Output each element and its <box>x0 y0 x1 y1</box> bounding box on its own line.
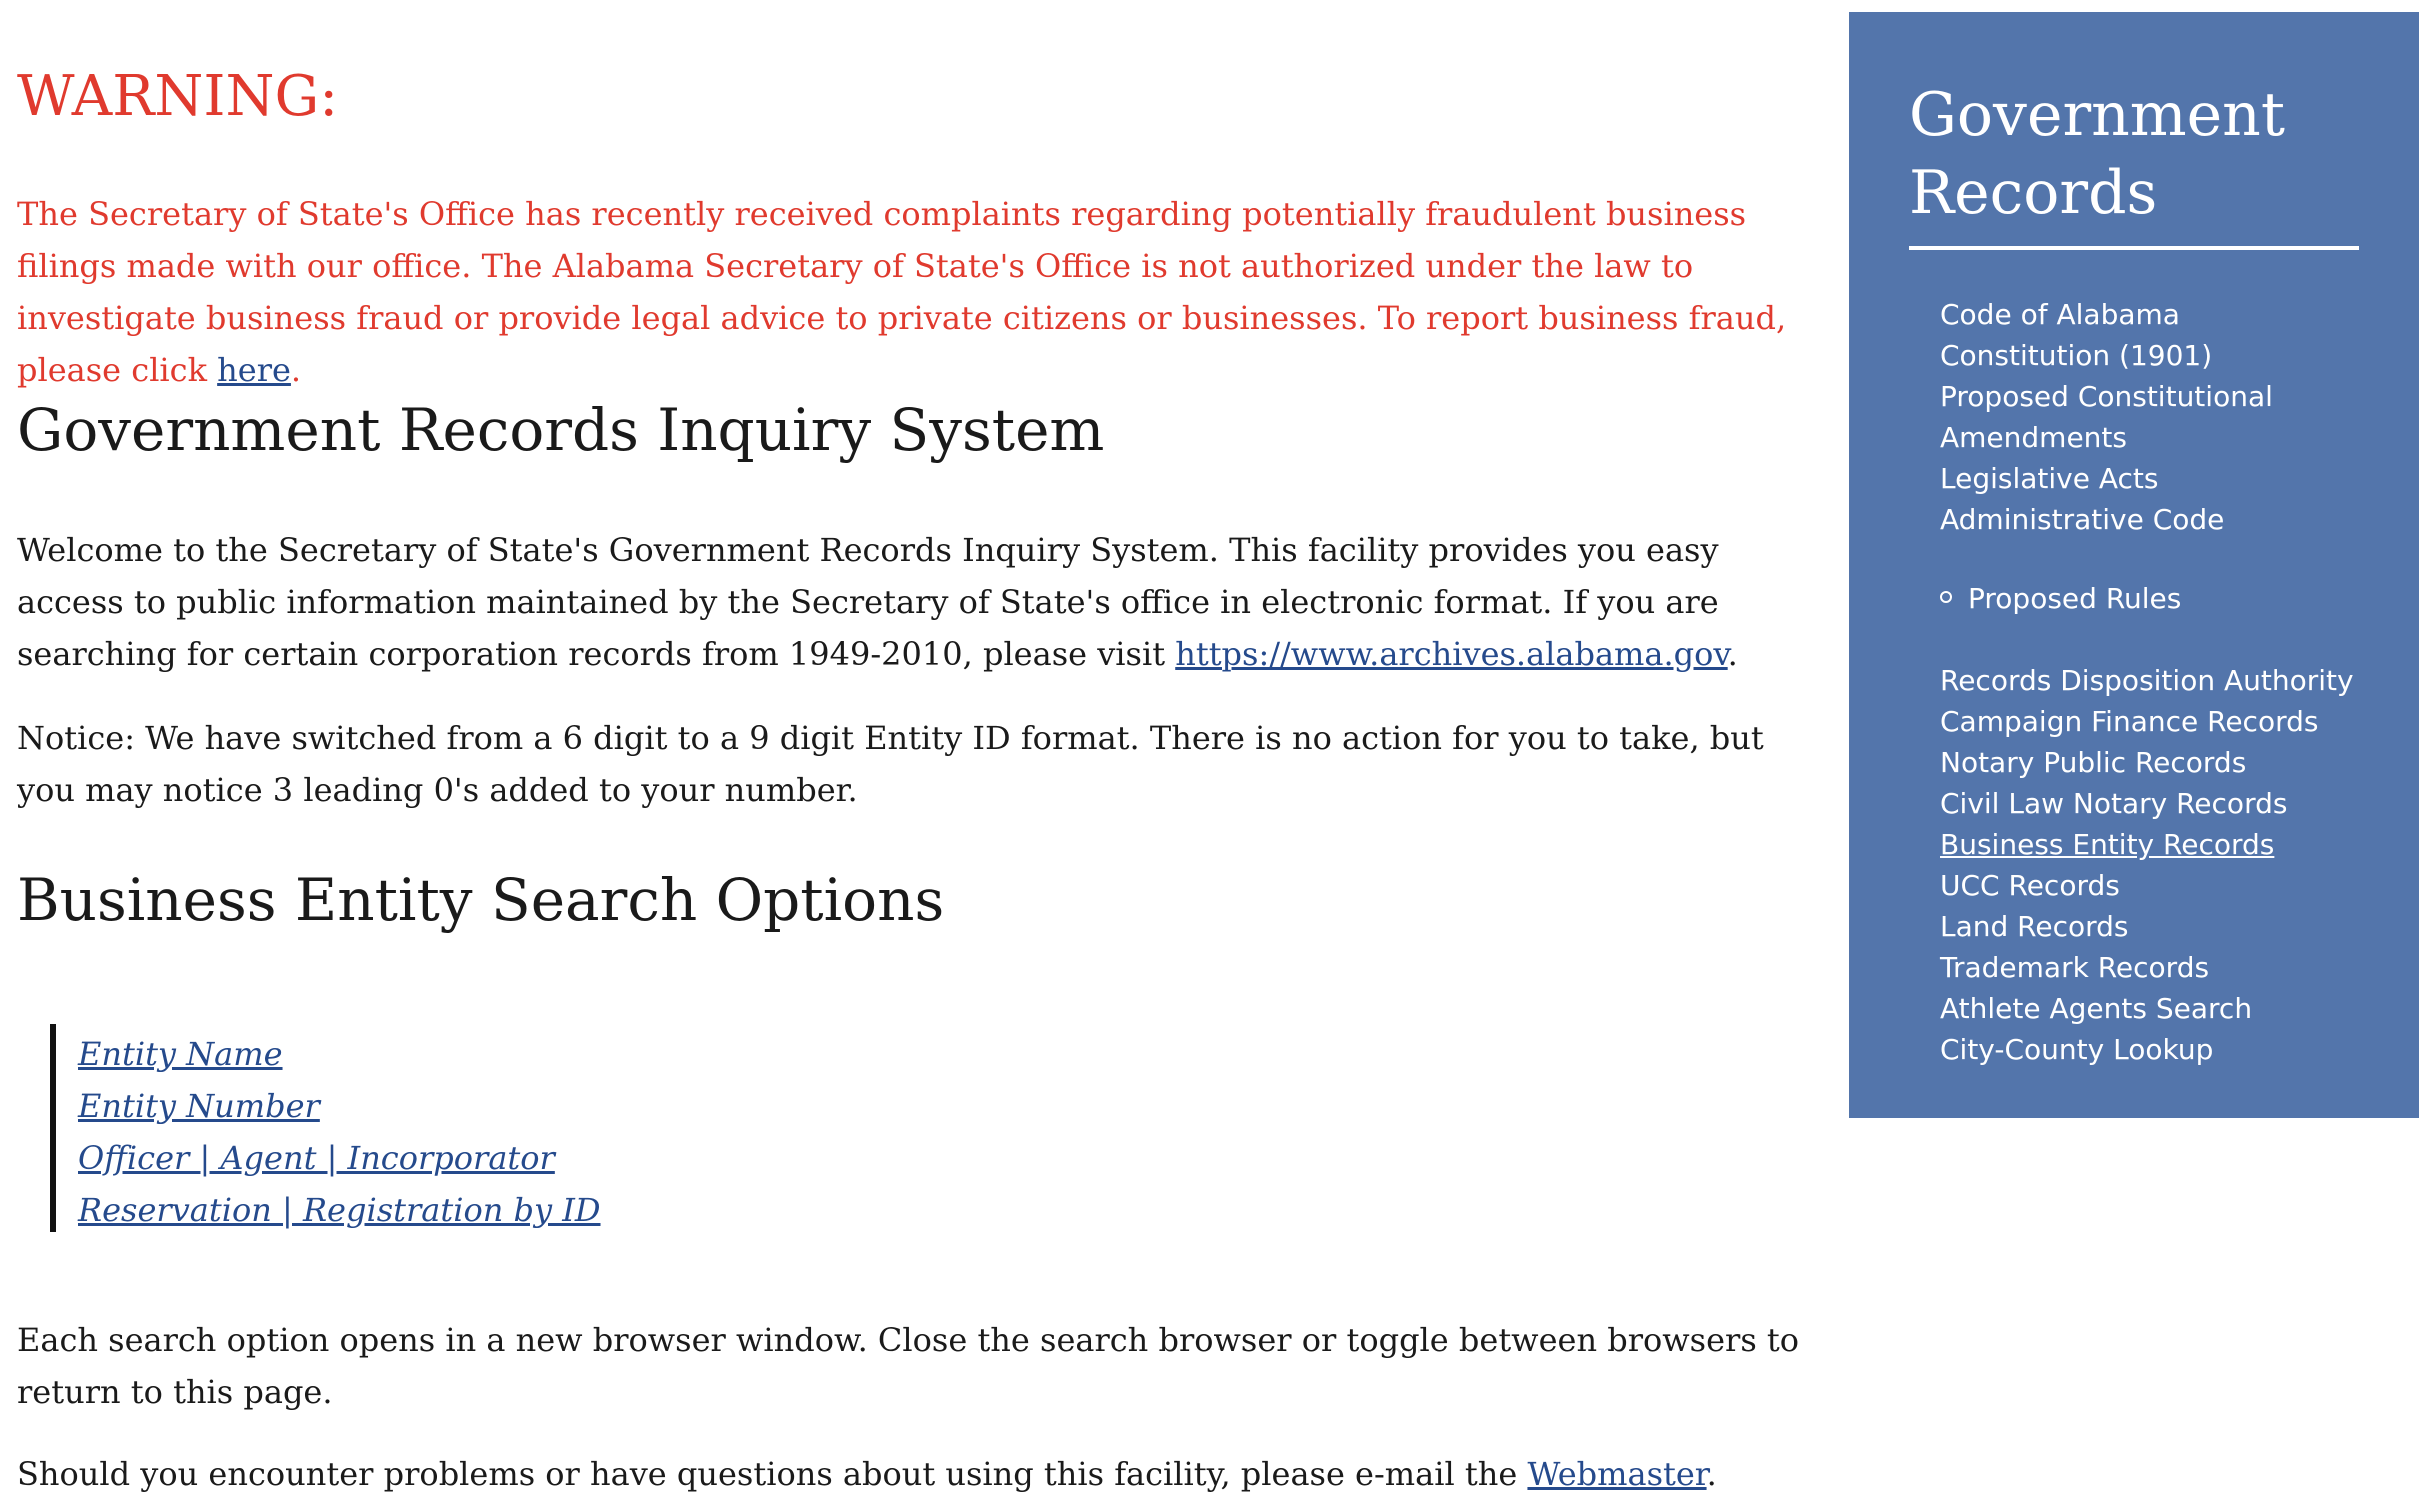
sidebar-item-trademark[interactable]: Trademark Records <box>1940 951 2210 984</box>
sidebar-item <box>1940 824 2410 865</box>
page-title: Government Records Inquiry System <box>17 396 1105 464</box>
sidebar-item-notary-public[interactable]: Notary Public Records <box>1940 746 2247 779</box>
entity-number-link[interactable]: Entity Number <box>78 1087 320 1125</box>
welcome-end: . <box>1727 635 1738 673</box>
notice-paragraph: Notice: We have switched from a 6 digit to a 9 digit Entity ID format. There is no action for you to take, but you may notice 3 leading 0's added to your number. <box>17 719 1764 809</box>
contact-end: . <box>1706 1455 1717 1493</box>
sidebar-item-ucc[interactable]: UCC Records <box>1940 869 2120 902</box>
sidebar <box>1849 12 2419 1118</box>
sidebar-item <box>1940 988 2410 1029</box>
sidebar-list-top <box>1940 294 2410 540</box>
sidebar-item <box>1940 660 2410 701</box>
search-options-list <box>50 1024 601 1232</box>
sidebar-item-code-of-alabama[interactable]: Code of Alabama <box>1940 298 2180 331</box>
sidebar-sub-item <box>1940 578 2181 619</box>
webmaster-link[interactable]: Webmaster <box>1527 1455 1707 1493</box>
sidebar-divider <box>1909 246 2359 250</box>
circle-bullet-icon <box>1940 591 1952 603</box>
sidebar-item-city-county[interactable]: City-County Lookup <box>1940 1033 2214 1066</box>
sidebar-item <box>1940 1029 2410 1070</box>
sidebar-item-civil-law-notary[interactable]: Civil Law Notary Records <box>1940 787 2288 820</box>
sidebar-item <box>1940 783 2410 824</box>
sidebar-item-records-disposition[interactable]: Records Disposition Authority <box>1940 664 2354 697</box>
welcome-text: Welcome to the Secretary of State's Government Records Inquiry System. This facility provides you easy access to public information maintained by the Secretary of State's office in electronic format. If you are searching for certain corporation records from 1949-2010, please visit <box>17 531 1719 673</box>
contact-paragraph <box>17 1448 1807 1500</box>
sidebar-item-proposed-rules[interactable]: Proposed Rules <box>1968 582 2182 615</box>
sidebar-item <box>1940 294 2410 335</box>
sidebar-item <box>1940 499 2410 540</box>
sidebar-item <box>1940 417 2410 458</box>
sidebar-item-business-entity[interactable]: Business Entity Records <box>1940 828 2275 861</box>
sidebar-title: Government Records <box>1909 80 2285 228</box>
sidebar-item <box>1940 335 2410 376</box>
contact-text: Should you encounter problems or have questions about using this facility, please e-mail the <box>17 1455 1528 1493</box>
sidebar-item-legislative-acts[interactable]: Legislative Acts <box>1940 462 2159 495</box>
sidebar-item-administrative-code[interactable]: Administrative Code <box>1940 503 2225 536</box>
sidebar-item <box>1940 742 2410 783</box>
sidebar-item <box>1940 947 2410 988</box>
sidebar-item <box>1940 906 2410 947</box>
search-options-heading: Business Entity Search Options <box>17 866 945 934</box>
archives-link[interactable]: https://www.archives.alabama.gov <box>1175 635 1728 673</box>
entity-name-link[interactable]: Entity Name <box>78 1035 283 1073</box>
report-fraud-link[interactable]: here <box>217 351 291 389</box>
sidebar-list-bottom <box>1940 660 2410 1070</box>
sidebar-item-proposed-constitutional[interactable]: Proposed Constitutional <box>1940 380 2273 413</box>
warning-title: WARNING: <box>17 64 339 129</box>
sidebar-item <box>1940 458 2410 499</box>
sidebar-item <box>1940 376 2410 417</box>
warning-text <box>17 188 1807 396</box>
sidebar-item-campaign-finance[interactable]: Campaign Finance Records <box>1940 705 2319 738</box>
reservation-registration-link[interactable]: Reservation | Registration by ID <box>78 1191 601 1229</box>
sidebar-item <box>1940 865 2410 906</box>
sidebar-item <box>1940 701 2410 742</box>
welcome-paragraph <box>17 524 1807 680</box>
warning-body: The Secretary of State's Office has recently received complaints regarding potentially fraudulent business filings made with our office. The Alabama Secretary of State's Office is not authorized under the law to investigate business fraud or provide legal advice to private citizens or businesses. To report business fraud, please click <box>17 195 1787 389</box>
sidebar-item-constitution[interactable]: Constitution (1901) <box>1940 339 2213 372</box>
officer-agent-incorporator-link[interactable]: Officer | Agent | Incorporator <box>78 1139 555 1177</box>
sidebar-item-amendments[interactable]: Amendments <box>1940 421 2127 454</box>
sidebar-item-land[interactable]: Land Records <box>1940 910 2129 943</box>
search-window-note: Each search option opens in a new browser window. Close the search browser or toggle between browsers to return to this page. <box>17 1321 1800 1411</box>
warning-end: . <box>290 351 302 389</box>
sidebar-item-athlete-agents[interactable]: Athlete Agents Search <box>1940 992 2253 1025</box>
